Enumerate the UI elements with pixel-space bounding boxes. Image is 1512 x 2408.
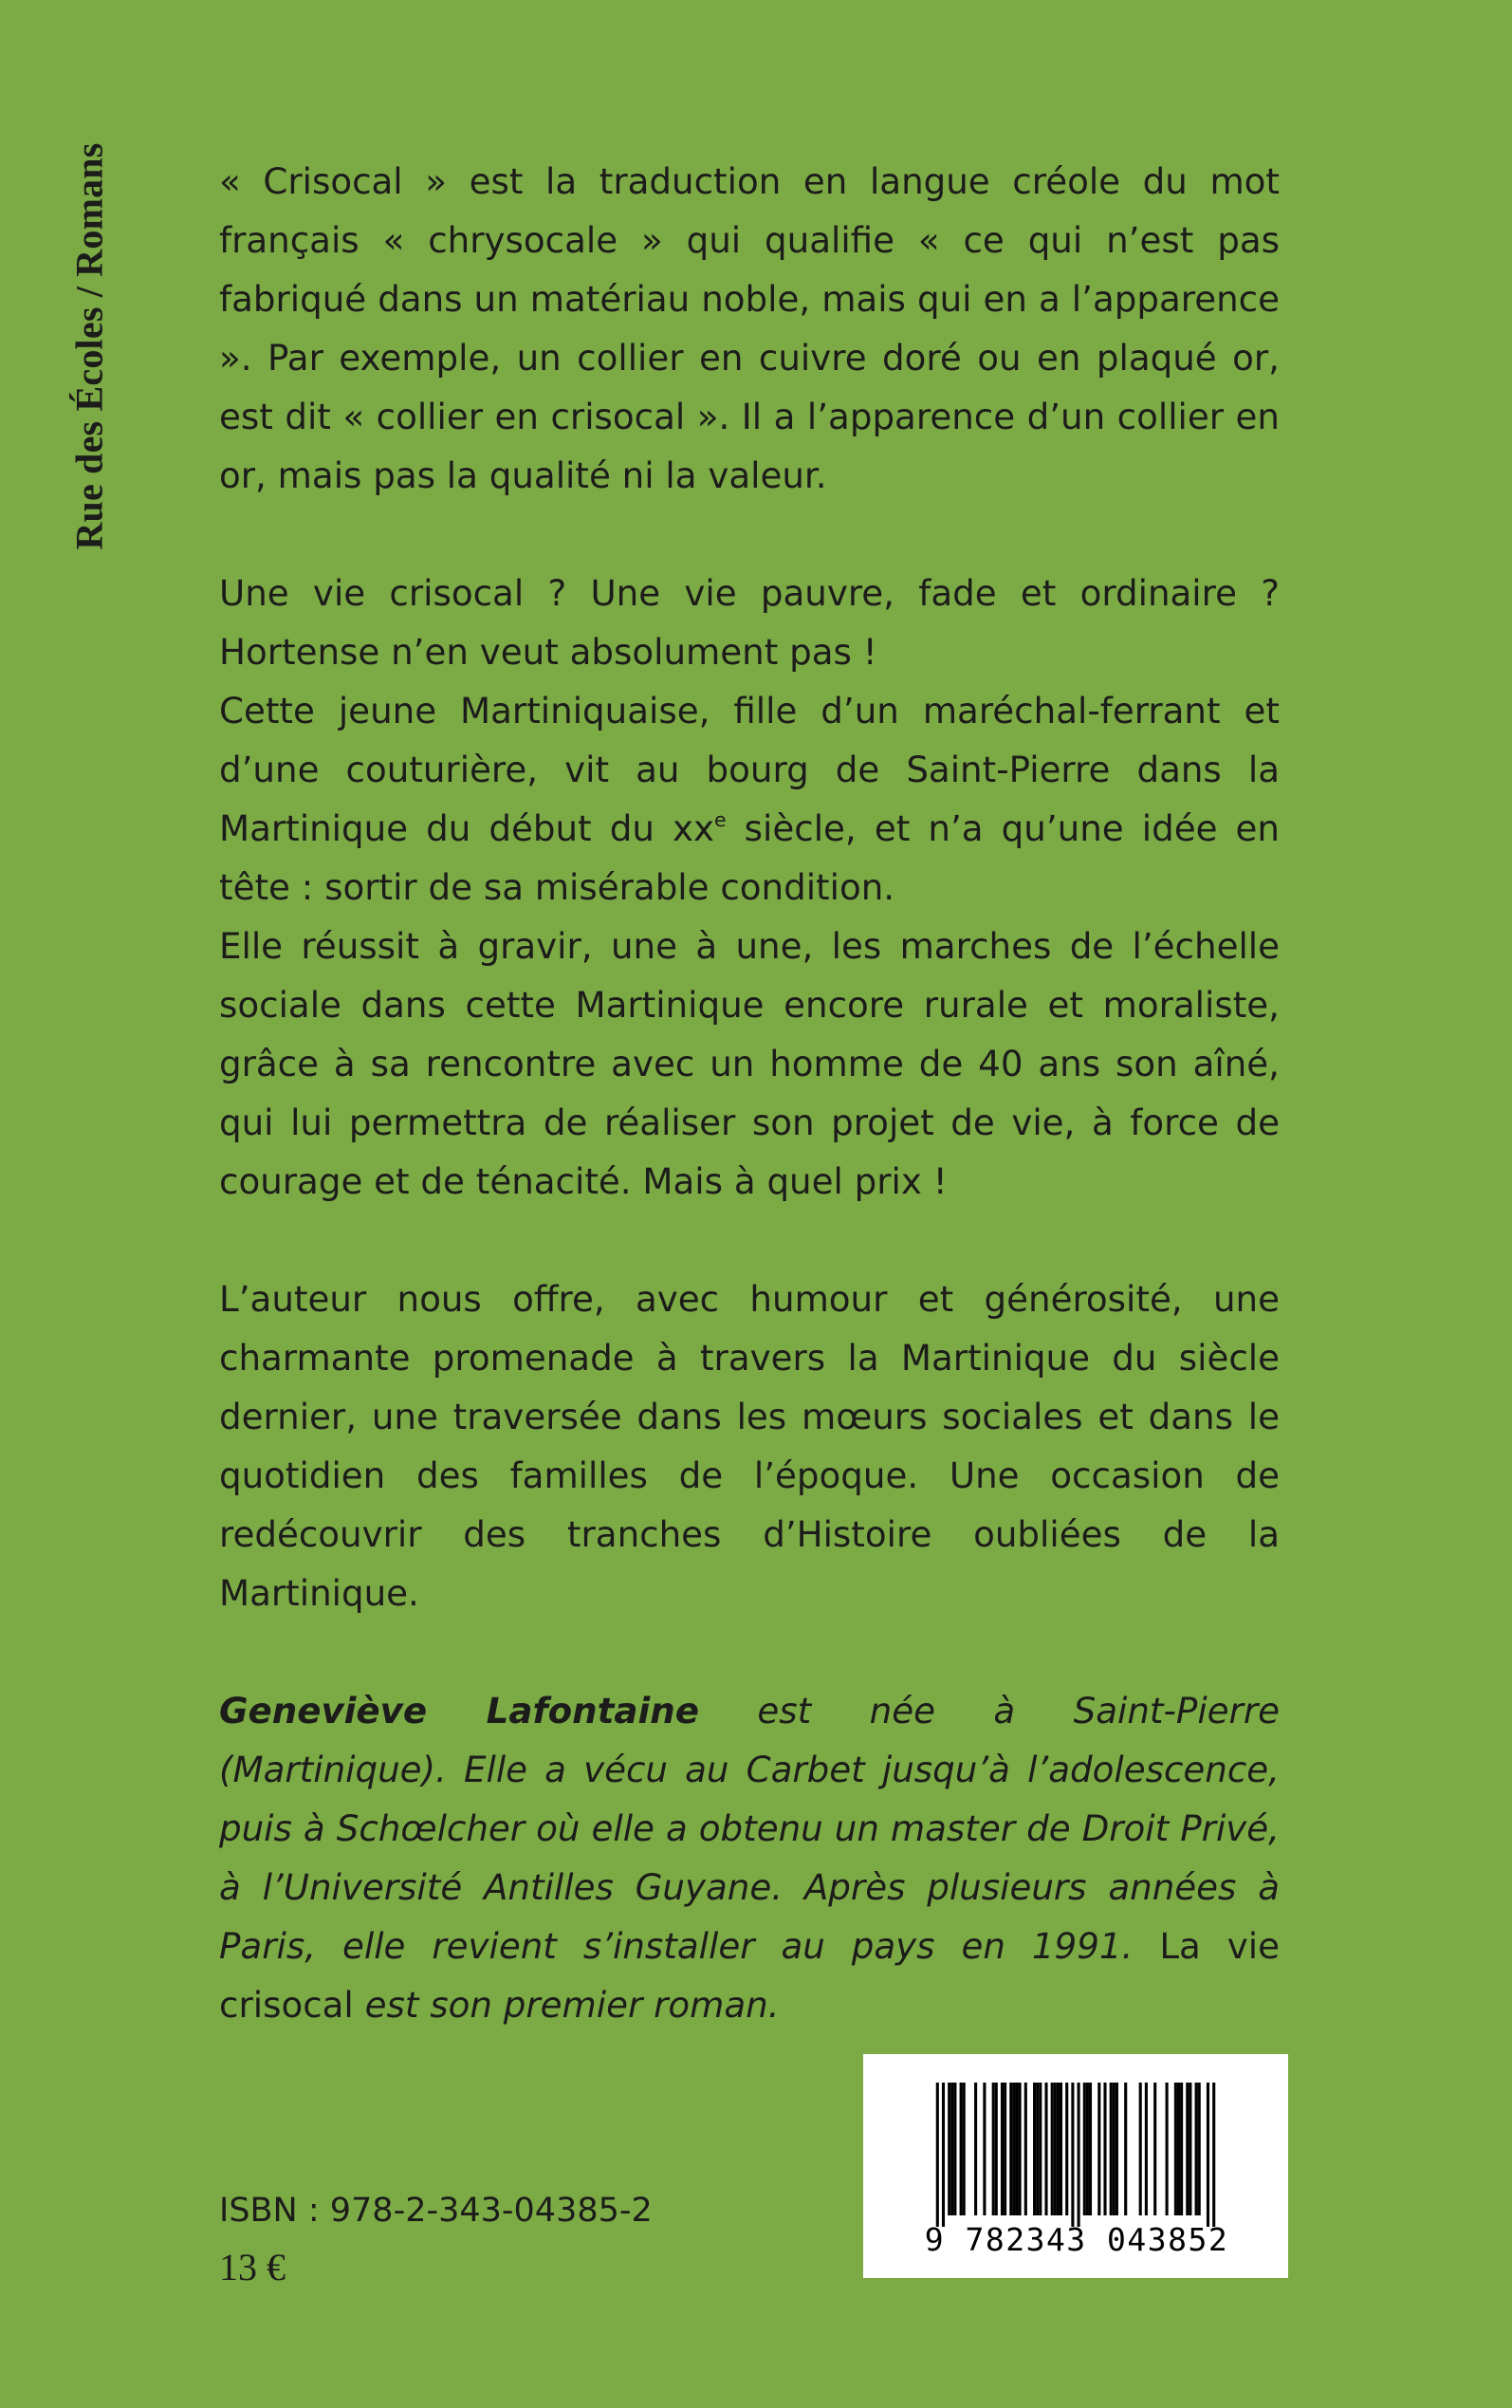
- barcode-bar: [1051, 2083, 1054, 2215]
- barcode-bar: [1124, 2083, 1127, 2215]
- barcode-bar: [1001, 2083, 1004, 2215]
- barcode-bar: [1166, 2083, 1169, 2215]
- barcode-bar: [1065, 2083, 1068, 2215]
- barcode-bar: [1057, 2083, 1060, 2215]
- blurb-paragraph-4: Elle réussit à gravir, une à une, les marches de l’échelle sociale dans cette Martinique encore rurale et moraliste, grâce à sa rencontre avec un homme de 40 ans son aîné, qui lui permettra de réaliser son projet de vie, à force de courage et de ténacité. Mais à quel prix !: [219, 925, 1280, 1202]
- collection-name: Rue des Écoles / Romans: [67, 142, 111, 550]
- author-bio-end: est son premier roman.: [353, 1984, 780, 2026]
- barcode-bar: [1071, 2083, 1074, 2227]
- barcode-bar: [960, 2083, 963, 2215]
- barcode-bar: [1086, 2083, 1089, 2215]
- barcode-bar: [1078, 2083, 1080, 2227]
- barcode-bar: [1054, 2083, 1057, 2215]
- barcode-bar: [1089, 2083, 1092, 2215]
- barcode-bar: [942, 2083, 945, 2227]
- blurb-paragraph-3-end: siècle, et n’a qu’une idée en tête : sortir de sa misérable condition.: [219, 807, 1280, 908]
- spine-label: [61, 90, 118, 602]
- barcode-bar: [963, 2083, 966, 2215]
- barcode-bar: [1039, 2083, 1042, 2215]
- barcode-bar: [1060, 2083, 1062, 2215]
- book-title: La vie crisocal: [219, 1925, 1280, 2026]
- barcode-bar: [995, 2083, 998, 2215]
- barcode-bar: [1186, 2083, 1189, 2215]
- barcode-bar: [936, 2083, 939, 2227]
- author-bio-text: est née à Saint-Pierre (Martinique). Elle a vécu au Carbet jusqu’à l’adolescence, puis à Schœlcher où elle a obtenu un master de Droit Privé, à l’Université Antilles Guyane. Après plusieurs années à Paris, elle revient s’installer au pays en 1991.: [219, 1690, 1280, 1967]
- isbn: ISBN : 978-2-343-04385-2: [219, 2192, 653, 2230]
- blurb-paragraph-2: Une vie crisocal ? Une vie pauvre, fade et ordinaire ? Hortense n’en veut absolument pas !: [219, 572, 1280, 673]
- barcode-bar: [1044, 2083, 1047, 2215]
- barcode: [863, 2054, 1288, 2278]
- barcode-bar: [1015, 2083, 1018, 2215]
- barcode-bar: [974, 2083, 977, 2215]
- back-cover-text: [219, 152, 1280, 2034]
- barcode-bar: [1139, 2083, 1142, 2215]
- blurb-paragraph-3-start: Cette jeune Martiniquaise, fille d’un maréchal-ferrant et d’une couturière, vit au bourg de Saint-Pierre dans la Martinique du début du xx: [219, 690, 1280, 849]
- barcode-digits: 9 782343 043852: [924, 2221, 1229, 2258]
- barcode-bar: [1012, 2083, 1015, 2215]
- author-bio: [219, 1681, 1280, 2034]
- barcode-bar: [1145, 2083, 1148, 2215]
- barcode-bar: [1189, 2083, 1191, 2215]
- barcode-bar: [1036, 2083, 1039, 2215]
- barcode-bar: [953, 2083, 956, 2215]
- price: 13 €: [219, 2246, 286, 2288]
- century-superscript: e: [714, 807, 727, 831]
- blurb-paragraph-3: [219, 681, 1280, 917]
- barcode-bar: [1174, 2083, 1177, 2215]
- barcode-bar: [1116, 2083, 1118, 2215]
- barcode-bar: [1207, 2083, 1209, 2227]
- barcode-bar: [1110, 2083, 1113, 2215]
- barcode-bar: [948, 2083, 950, 2215]
- barcode-bar: [1009, 2083, 1012, 2215]
- barcode-bar: [1177, 2083, 1180, 2215]
- barcode-bar: [1180, 2083, 1183, 2215]
- barcode-bar: [1033, 2083, 1036, 2215]
- barcode-bar: [1004, 2083, 1006, 2215]
- barcode-bar: [1195, 2083, 1198, 2215]
- barcode-bar: [983, 2083, 986, 2215]
- barcode-bar: [950, 2083, 953, 2215]
- barcode-bar: [1019, 2083, 1022, 2215]
- barcode-bar: [1198, 2083, 1201, 2215]
- author-name: Geneviève Lafontaine: [219, 1690, 699, 1732]
- barcode-bar: [1103, 2083, 1106, 2215]
- barcode-bar: [1113, 2083, 1116, 2215]
- barcode-bar: [1083, 2083, 1086, 2215]
- barcode-bar: [1097, 2083, 1100, 2215]
- blurb-paragraph-5: L’auteur nous offre, avec humour et générosité, une charmante promenade à travers la Martinique du siècle dernier, une traversée dans les mœurs sociales et dans le quotidien des familles de l’époque. Une occasion de redécouvrir des tranches d’Histoire oubliées de la Martinique.: [219, 1278, 1280, 1614]
- barcode-bar: [992, 2083, 995, 2215]
- barcode-bar: [1024, 2083, 1027, 2215]
- barcode-bar: [1153, 2083, 1156, 2215]
- barcode-bar: [1212, 2083, 1215, 2227]
- blurb-paragraph-1: « Crisocal » est la traduction en langue créole du mot français « chrysocale » qui qualifie « ce qui n’est pas fabriqué dans un matériau noble, mais qui en a l’apparence ». Par exemple, un collier en cuivre doré ou en plaqué or, est dit « collier en crisocal ». Il a l’apparence d’un collier en or, mais pas la qualité ni la valeur.: [219, 160, 1280, 496]
